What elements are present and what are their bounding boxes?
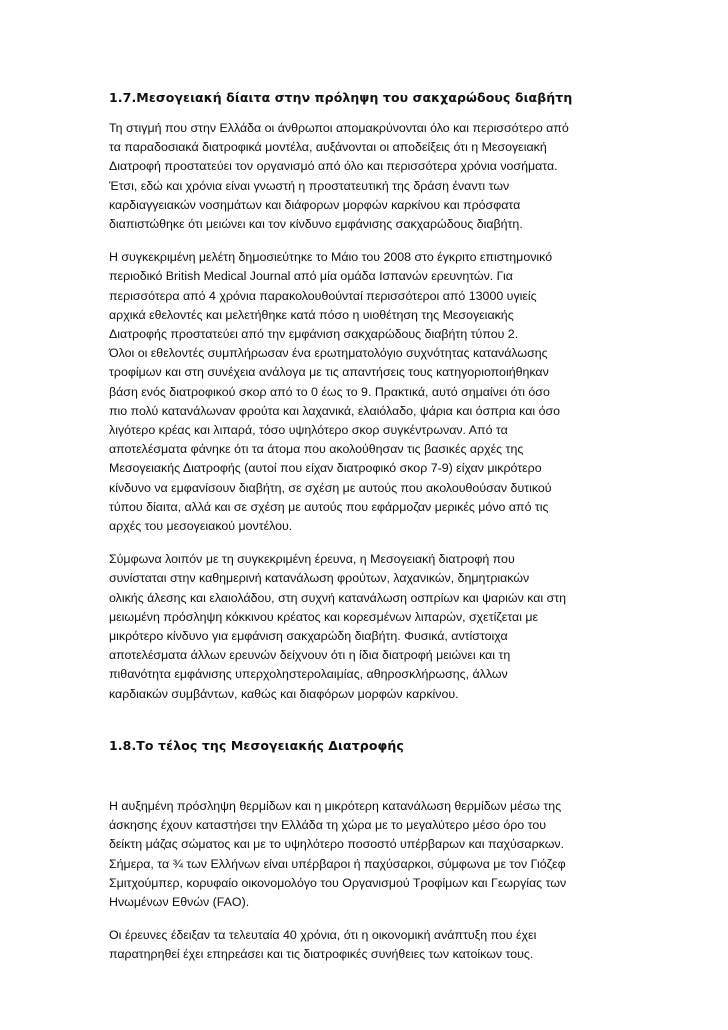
text-line: Ηνωμένων Εθνών (FAO). xyxy=(109,894,250,909)
text-line: Η συγκεκριμένη μελέτη δημοσιεύτηκε το Μάιο του 2008 στο έγκριτο επιστημονικό xyxy=(109,250,553,265)
paragraph-2 xyxy=(109,248,629,536)
text-line: Οι έρευνες έδειξαν τα τελευταία 40 χρόνια, ότι η οικονομική ανάπτυξη που έχει xyxy=(109,928,537,943)
paragraph-1 xyxy=(109,119,629,234)
text-line: τροφίμων και στη συνέχεια ανάλογα με τις απαντήσεις τους κατηγοριοποιήθηκαν xyxy=(109,365,549,380)
paragraph-3 xyxy=(109,550,629,704)
text-line: πιθανότητα εμφάνισης υπερχοληστερολαιμίας, αθηροσκλήρωσης, άλλων xyxy=(109,667,508,682)
section-heading-1-8: 1.8.Το τέλος της Μεσογειακής Διατροφής xyxy=(109,737,404,753)
text-line: καρδιακών συμβάντων, καθώς και διαφόρων μορφών καρκίνου. xyxy=(109,686,459,701)
text-line: μικρότερο κίνδυνο για εμφάνιση σακχαρώδη διαβήτη. Φυσικά, αντίστοιχα xyxy=(109,629,508,644)
text-line: Έτσι, εδώ και χρόνια είναι γνωστή η προστατευτική της δράση έναντι των xyxy=(109,178,510,193)
text-line: Σήμερα, τα ¾ των Ελλήνων είναι υπέρβαροι ή παχύσαρκοι, σύμφωνα με τον Γιόζεφ xyxy=(109,856,566,871)
text-line: τα παραδοσιακά διατροφικά μοντέλα, αυξάνονται οι αποδείξεις ότι η Μεσογειακή xyxy=(109,140,547,155)
text-line: Σύμφωνα λοιπόν με τη συγκεκριμένη έρευνα, η Μεσογειακή διατροφή που xyxy=(109,552,515,567)
paragraph-5 xyxy=(109,926,629,964)
text-line: τύπου δίαιτα, αλλά και σε σχέση με αυτούς που εφάρμοζαν μερικές μόνο από τις xyxy=(109,499,549,514)
text-line: Όλοι οι εθελοντές συμπλήρωσαν ένα ερωτηματολόγιο συχνότητας κατανάλωσης xyxy=(109,346,548,361)
text-line: Διατροφής προστατεύει από την εμφάνιση σακχαρώδους διαβήτη τύπου 2. xyxy=(109,327,519,342)
paragraph-4 xyxy=(109,797,629,912)
text-line: Μεσογειακής Διατροφής (αυτοί που είχαν διατροφικό σκορ 7-9) είχαν μικρότερο xyxy=(109,461,542,476)
text-line: πιο πολύ κατανάλωναν φρούτα και λαχανικά, ελαιόλαδο, ψάρια και όσπρια και όσο xyxy=(109,403,561,418)
text-line: αποτελέσματα άλλων ερευνών δείχνουν ότι η ίδια διατροφή μειώνει και τη xyxy=(109,648,511,663)
text-line: καρδιαγγειακών νοσημάτων και διάφορων μορφών καρκίνου και πρόσφατα xyxy=(109,197,521,212)
text-line: περισσότερα από 4 χρόνια παρακολουθούνταί περισσότεροι από 13000 υγιείς xyxy=(109,288,537,303)
text-line: Τη στιγμή που στην Ελλάδα οι άνθρωποι απομακρύνονται όλο και περισσότερο από xyxy=(109,121,569,135)
text-line: αρχικά εθελοντές και μελετήθηκε κατά πόσο η υιοθέτηση της Μεσογειακής xyxy=(109,307,514,322)
text-line: δείκτη μάζας σώματος και με το υψηλότερο ποσοστό υπέρβαρων και παχύσαρκων. xyxy=(109,837,565,852)
text-line: άσκησης έχουν καταστήσει την Ελλάδα τη χώρα με το μεγαλύτερο μέσο όρο του xyxy=(109,818,546,833)
document-page xyxy=(109,88,629,979)
text-line: περιοδικό British Medical Journal από μία ομάδα Ισπανών ερευνητών. Για xyxy=(109,269,513,284)
text-line: βάση ενός διατροφικού σκορ από το 0 έως το 9. Πρακτικά, αυτό σημαίνει ότι όσο xyxy=(109,384,550,399)
section-heading-1-7: 1.7.Μεσογειακή δίαιτα στην πρόληψη του σακχαρώδους διαβήτη xyxy=(109,90,573,105)
text-line: παρατηρηθεί έχει επηρεάσει και τις διατροφικές συνήθειες των κατοίκων τους. xyxy=(109,947,534,962)
text-line: κίνδυνο να εμφανίσουν διαβήτη, σε σχέση με αυτούς που ακολουθούσαν δυτικού xyxy=(109,480,552,495)
text-line: λιγότερο κρέας και λιπαρά, τόσο υψηλότερο σκορ συγκέντρωναν. Από τα xyxy=(109,423,508,438)
text-line: αποτελέσματα φάνηκε ότι τα άτομα που ακολούθησαν τις βασικές αρχές της xyxy=(109,442,524,457)
text-line: διαπιστώθηκε ότι μειώνει και τον κίνδυνο εμφάνισης σακχαρώδους διαβήτη. xyxy=(109,217,523,232)
text-line: ολικής άλεσης και ελαιολάδου, στη συχνή κατανάλωση οσπρίων και ψαριών και στη xyxy=(109,590,567,605)
text-line: Διατροφή προστατεύει τον οργανισμό από όλο και περισσότερα χρόνια νοσήματα. xyxy=(109,159,558,174)
text-line: Η αυξημένη πρόσληψη θερμίδων και η μικρότερη κατανάλωση θερμίδων μέσω της xyxy=(109,798,562,813)
text-line: συνίσταται στην καθημερινή κατανάλωση φρούτων, λαχανικών, δημητριακών xyxy=(109,571,530,586)
text-line: αρχές του μεσογειακού μοντέλου. xyxy=(109,519,293,534)
text-line: Σμιτχούμπερ, κορυφαίο οικονομολόγο του Οργανισμού Τροφίμων και Γεωργίας των xyxy=(109,875,567,890)
text-line: μειωμένη πρόσληψη κόκκινου κρέατος και κορεσμένων λιπαρών, σχετίζεται με xyxy=(109,609,539,624)
